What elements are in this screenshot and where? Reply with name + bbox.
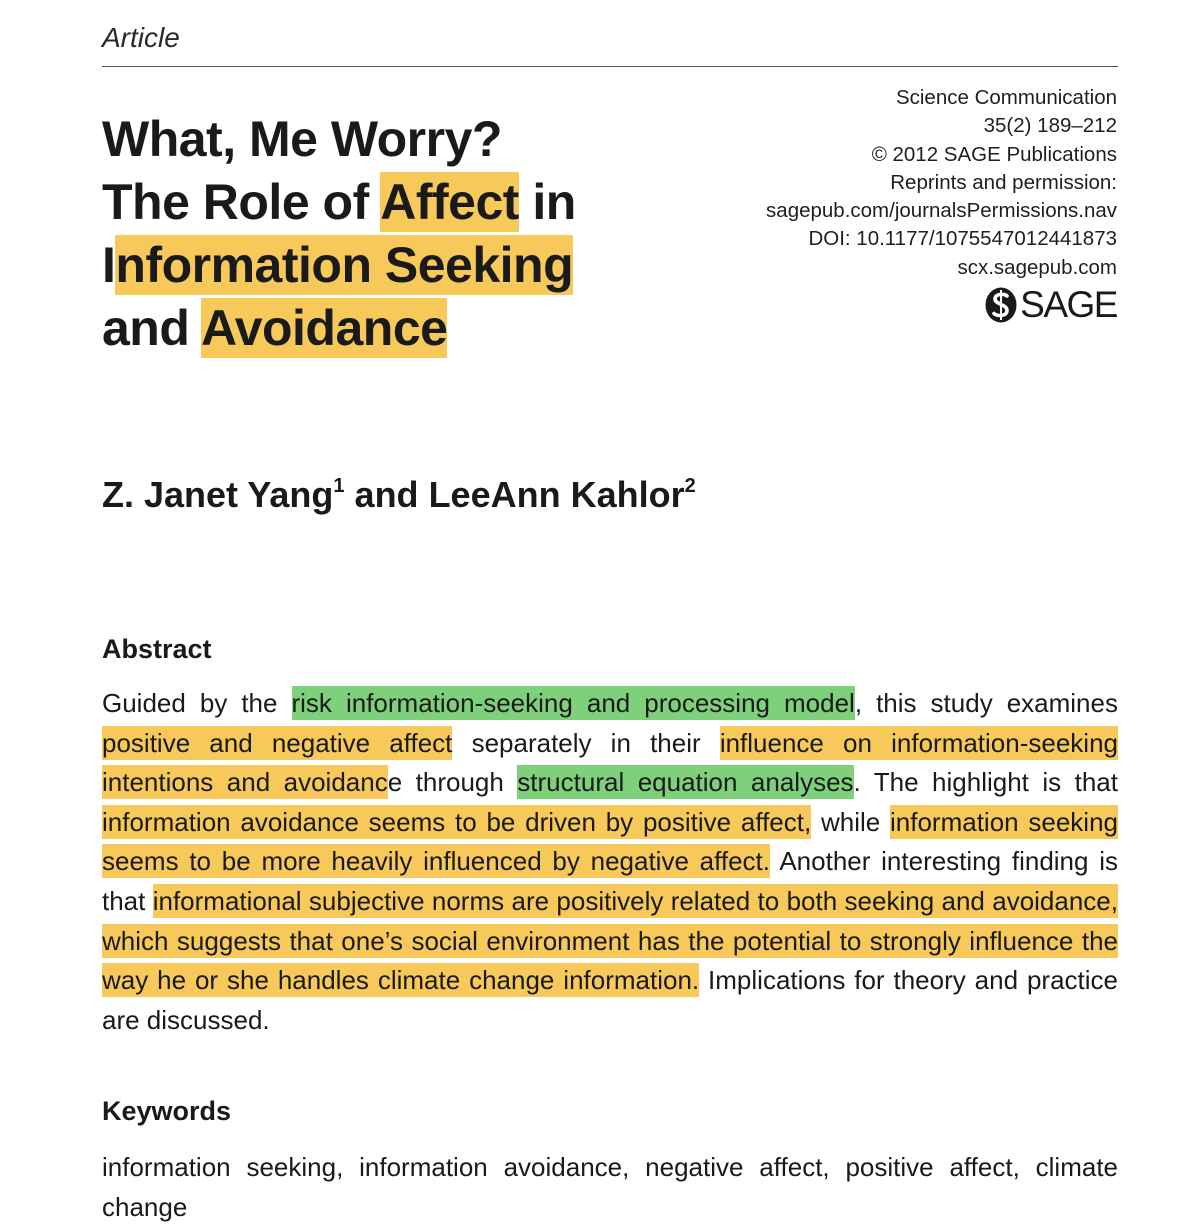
title-line-1: What, Me Worry? [102, 111, 502, 167]
header-rule [102, 66, 1118, 67]
authors [102, 474, 696, 516]
abstract-segment: Guided by the [102, 688, 292, 718]
abstract-segment: Implications for theory and practice are discussed. [102, 965, 1118, 1035]
authors-conjunction: and [344, 474, 429, 515]
abstract-segment: e through [387, 767, 518, 798]
abstract-segment: Another interesting finding is that [102, 846, 1119, 916]
keywords-list: information seeking, information avoidance, negative affect, positive affect, climate change [102, 1152, 1118, 1222]
article-title [102, 108, 662, 360]
abstract-highlight-yellow: information avoidance seems to be driven by positive affect, [102, 806, 812, 837]
title-highlight-affect: Affect [380, 174, 519, 230]
abstract-segment: while [811, 806, 890, 837]
abstract-highlight-yellow: information seeking seems to be more heavily influenced by negative affect. [102, 806, 1118, 877]
title-line-3-pre: I [102, 237, 116, 293]
abstract-segment: . The highlight is that [853, 767, 1118, 798]
journal-volume-pages: 35(2) 189–212 [983, 114, 1117, 138]
sage-logo [984, 285, 1117, 325]
title-line-4 [102, 297, 662, 360]
author-1-affiliation: 1 [333, 475, 345, 497]
sage-s-icon [984, 286, 1018, 324]
journal-permissions-link[interactable]: sagepub.com/journalsPermissions.nav [766, 199, 1117, 223]
abstract-segment: separately in their [452, 727, 720, 758]
journal-name: Science Communication [895, 86, 1117, 109]
author-2-affiliation: 2 [684, 475, 696, 497]
abstract-highlight-green: structural equation analyses [517, 767, 854, 798]
title-highlight-avoidance: Avoidance [200, 300, 448, 356]
journal-reprints: Reprints and permission: [890, 170, 1117, 194]
abstract-highlight-yellow: positive and negative affect [102, 727, 453, 758]
abstract-highlight-green: risk information-seeking and processing model [291, 688, 855, 718]
abstract-highlight-yellow: influence on information-seeking intentions and avoidanc [102, 727, 1119, 798]
title-line-4-pre: and [102, 300, 201, 356]
title-line-3 [102, 234, 662, 297]
section-label: Article [102, 22, 180, 53]
title-line-2-post: in [518, 174, 576, 230]
author-2: LeeAnn Kahlor [428, 474, 685, 515]
keywords-heading: Keywords [102, 1096, 232, 1126]
abstract-highlight-yellow: informational subjective norms are positively related to both seeking and avoidance, which suggests that one’s social environment has the potential to strongly influence the way he or she handles climate change information. [102, 885, 1118, 996]
author-1: Z. Janet Yang [102, 474, 334, 515]
journal-copyright: © 2012 SAGE Publications [871, 142, 1117, 166]
abstract-body [102, 684, 1118, 1040]
sage-logo-text: SAGE [1020, 284, 1117, 325]
title-line-2-pre: The Role of [102, 174, 381, 230]
title-highlight-information-seeking: nformation Seeking [115, 237, 574, 293]
journal-site-link[interactable]: scx.sagepub.com [957, 255, 1117, 279]
abstract-segment: , this study examines [854, 688, 1118, 718]
title-line-2 [102, 171, 662, 234]
journal-info [766, 84, 1117, 282]
abstract-heading: Abstract [102, 634, 212, 664]
journal-doi[interactable]: DOI: 10.1177/1075547012441873 [808, 227, 1117, 251]
